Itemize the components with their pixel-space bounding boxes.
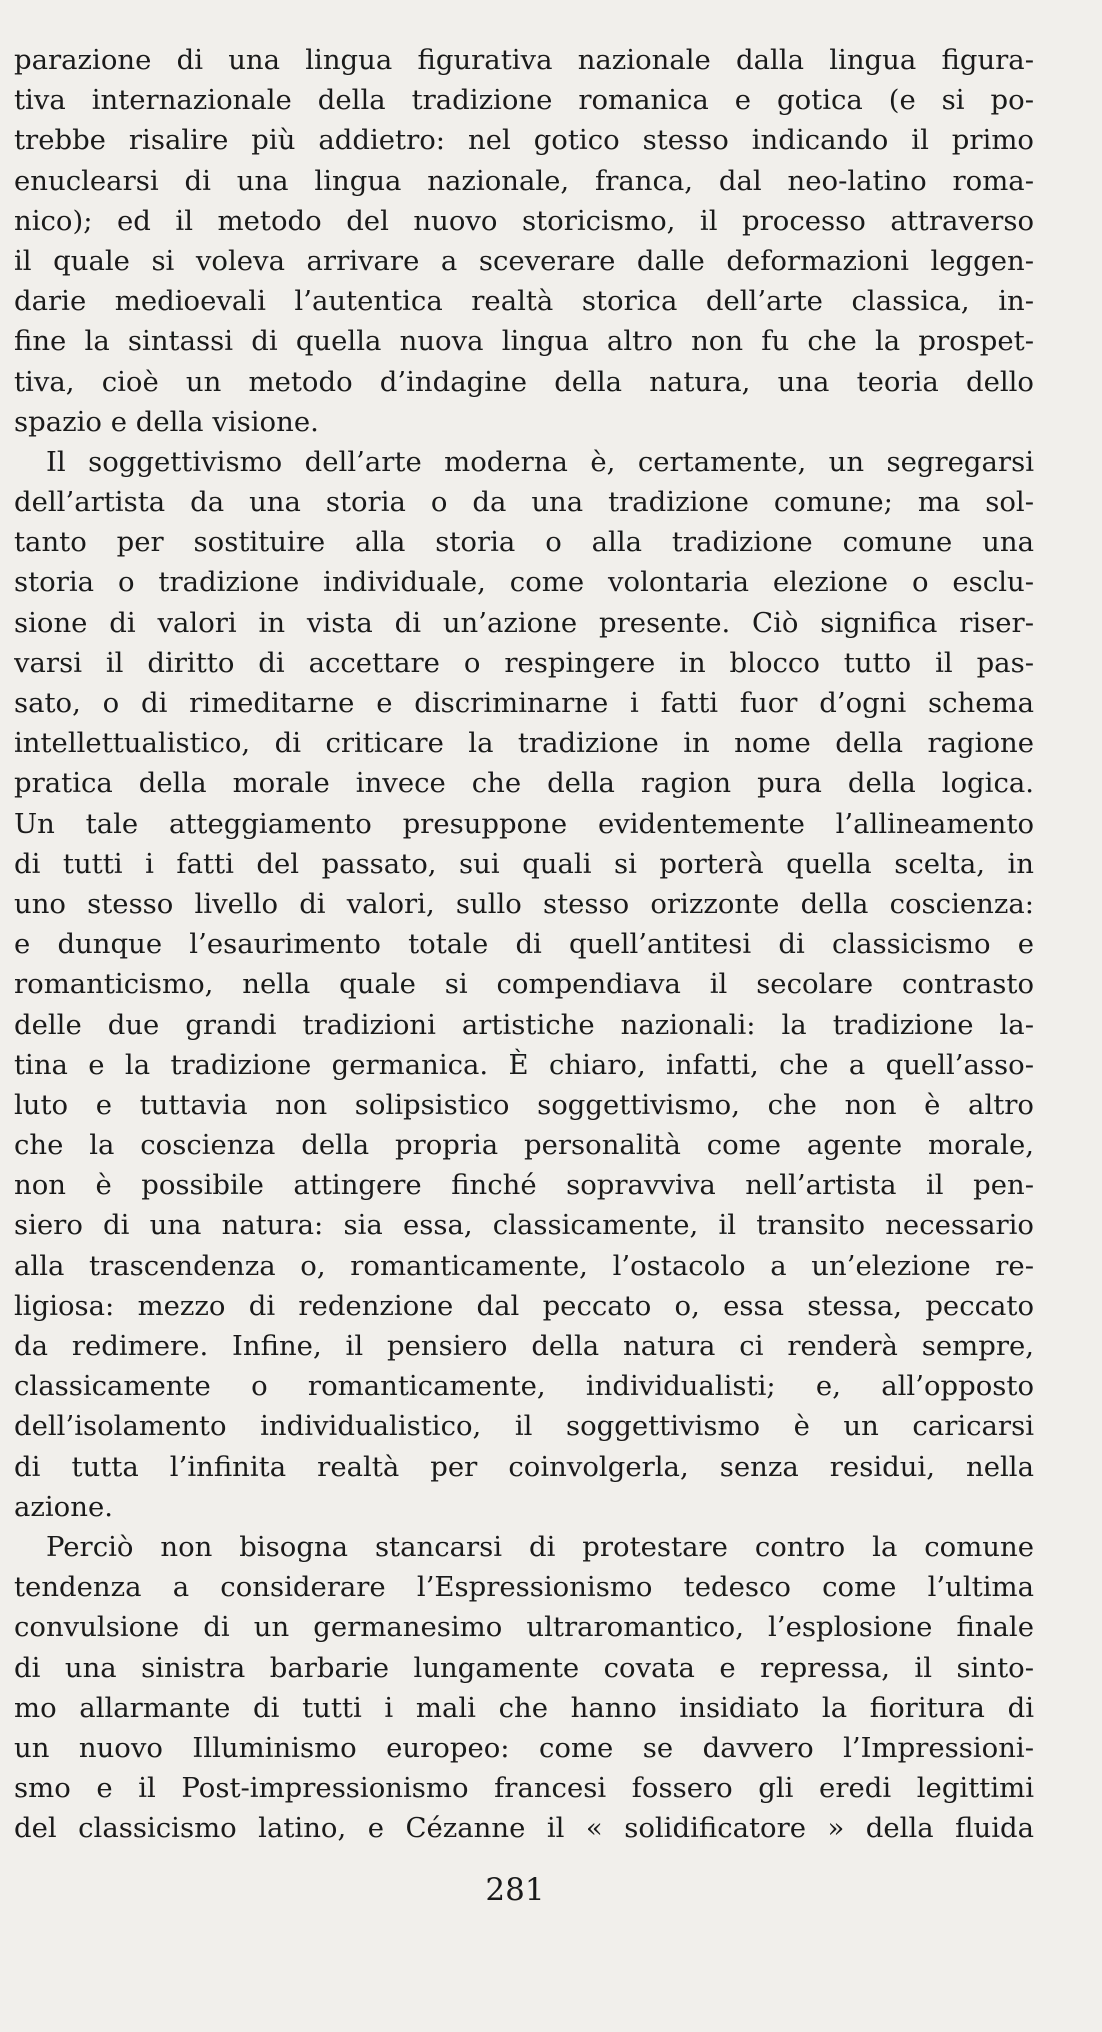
text-line: azione. [14,1490,113,1523]
text-line: dell’isolamento individualistico, il soggettivismo è un caricarsi [14,1410,1034,1443]
text-line: di tutti i fatti del passato, sui quali si porterà quella scelta, in [14,847,1034,880]
text-line: smo e il Post-impressionismo francesi fossero gli eredi legittimi [14,1772,1034,1805]
text-line: di tutta l’infinita realtà per coinvolgerla, senza residui, nella [14,1450,1034,1483]
text-line: sione di valori in vista di un’azione presente. Ciò significa riser- [14,606,1034,639]
text-line: Un tale atteggiamento presuppone evidentemente l’allineamento [14,807,1034,840]
text-line: siero di una natura: sia essa, classicamente, il transito necessario [14,1209,1034,1242]
text-line: il quale si voleva arrivare a sceverare dalle deformazioni leggen- [14,244,1034,277]
text-line: uno stesso livello di valori, sullo stesso orizzonte della coscienza: [14,887,1034,920]
text-line: tina e la tradizione germanica. È chiaro, infatti, che a quell’asso- [14,1048,1034,1081]
text-line: un nuovo Illuminismo europeo: come se davvero l’Impressioni- [14,1731,1034,1764]
text-line: dell’artista da una storia o da una tradizione comune; ma sol- [14,486,1034,519]
text-line: tiva internazionale della tradizione romanica e gotica (e si po- [14,84,1034,117]
text-line: nico); ed il metodo del nuovo storicismo, il processo attraverso [14,204,1034,237]
text-line: di una sinistra barbarie lungamente covata e repressa, il sinto- [14,1651,1034,1684]
text-line: varsi il diritto di accettare o respingere in blocco tutto il pas- [14,646,1034,679]
text-line: del classicismo latino, e Cézanne il « solidificatore » della fluida [14,1812,1034,1845]
text-line: e dunque l’esaurimento totale di quell’antitesi di classicismo e [14,928,1034,961]
text-line: convulsione di un germanesimo ultraromantico, l’esplosione finale [14,1611,1034,1644]
page-number: 281 [485,1872,545,1908]
text-line: trebbe risalire più addietro: nel gotico stesso indicando il primo [14,124,1034,157]
paragraph [14,442,1034,1527]
text-line: tiva, cioè un metodo d’indagine della natura, una teoria dello [14,365,1034,398]
text-line: tanto per sostituire alla storia o alla tradizione comune una [14,526,1034,559]
text-line: che la coscienza della propria personalità come agente morale, [14,1129,1034,1162]
text-line: romanticismo, nella quale si compendiava il secolare contrasto [14,968,1034,1001]
text-line: luto e tuttavia non solipsistico soggettivismo, che non è altro [14,1088,1034,1121]
text-line: darie medioevali l’autentica realtà storica dell’arte classica, in- [14,285,1034,318]
text-line: Il soggettivismo dell’arte moderna è, certamente, un segregarsi [46,445,1034,478]
paragraph [14,40,1034,442]
text-line: da redimere. Infine, il pensiero della natura ci renderà sempre, [14,1330,1034,1362]
text-line: delle due grandi tradizioni artistiche nazionali: la tradizione la- [14,1008,1034,1041]
text-line: fine la sintassi di quella nuova lingua altro non fu che la prospet- [14,325,1034,358]
text-line: intellettualistico, di criticare la tradizione in nome della ragione [14,727,1034,760]
text-line: sato, o di rimeditarne e discriminarne i fatti fuor d’ogni schema [14,687,1034,719]
text-line: storia o tradizione individuale, come volontaria elezione o esclu- [14,566,1034,599]
text-line: spazio e della visione. [14,405,319,438]
text-line: Perciò non bisogna stancarsi di protestare contro la comune [46,1530,1034,1563]
text-line: tendenza a considerare l’Espressionismo tedesco come l’ultima [14,1571,1034,1604]
paragraph [14,1527,1034,1849]
text-line: enuclearsi di una lingua nazionale, franca, dal neo-latino roma- [14,164,1034,197]
text-line: parazione di una lingua figurativa nazionale dalla lingua figura- [14,44,1034,76]
text-line: classicamente o romanticamente, individualisti; e, all’opposto [14,1370,1034,1403]
text-line: non è possibile attingere finché sopravviva nell’artista il pen- [14,1169,1034,1202]
body-text [14,40,1034,1848]
text-line: alla trascendenza o, romanticamente, l’ostacolo a un’elezione re- [14,1249,1034,1282]
text-line: pratica della morale invece che della ragion pura della logica. [14,767,1034,800]
text-line: mo allarmante di tutti i mali che hanno insidiato la fioritura di [14,1691,1034,1724]
text-line: ligiosa: mezzo di redenzione dal peccato o, essa stessa, peccato [14,1289,1034,1322]
